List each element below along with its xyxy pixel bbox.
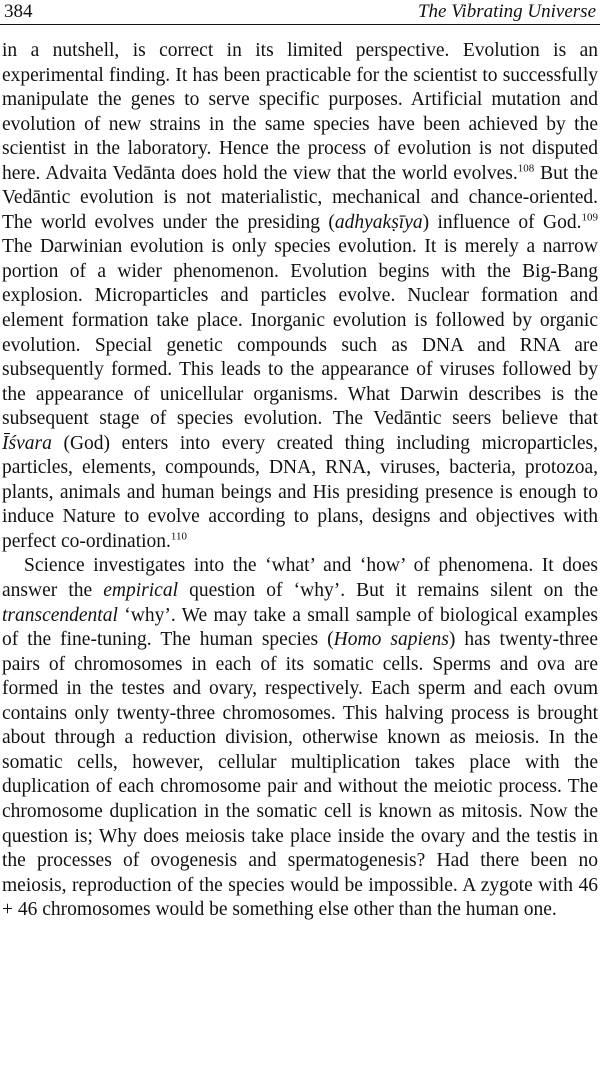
- paragraph-2: [2, 554, 598, 922]
- italic-term: transcendental: [2, 604, 118, 626]
- text-run: But the Vedāntic evolution is not materialistic, mechanical and chance-oriented. The world evolves under the presiding (: [2, 162, 599, 233]
- italic-term: Īśvara: [2, 432, 52, 454]
- footnote-marker: 108: [517, 162, 535, 175]
- text-run: (God) enters into every created thing including microparticles, particles, elements, compounds, DNA, RNA, viruses, bacteria, protozoa, plants, animals and human beings and His presiding presence is enough to induce Nature to evolve according to plans, designs and objectives with perfect co-ordination.: [2, 432, 598, 552]
- running-header: [0, 0, 600, 25]
- text-run: Science investigates into the ‘what’ and ‘how’ of phenomena. It does answer the: [2, 555, 598, 602]
- page-number: 384: [4, 1, 33, 22]
- italic-term: empirical: [103, 580, 178, 602]
- footnote-marker: 109: [581, 211, 598, 224]
- text-run: The Darwinian evolution is only species evolution. It is merely a narrow portion of a wider phenomenon. Evolution begins with the Big-Bang explosion. Microparticles and particles evolve. Nuclear formation and element formation take place. Inorganic evolution is followed by organic evolution. Special genetic compounds such as DNA and RNA are subsequently formed. This leads to the appearance of viruses followed by the appearance of unicellular organisms. What Darwin describes is the subsequent stage of species evolution. The Vedāntic seers believe that: [2, 236, 598, 430]
- paragraph-1: [2, 39, 598, 554]
- text-run: ‘why’. We may take a small sample of biological examples of the fine-tuning. The human species (: [2, 604, 598, 651]
- text-run: in a nutshell, is correct in its limited perspective. Evolution is an experimental finding. It has been practicable for the scientist to successfully manipulate the genes to serve specific purposes. Artificial mutation and evolution of new strains in the same species have been achieved by the scientist in the laboratory. Hence the process of evolution is not disputed here. Advaita Vedānta does hold the view that the world evolves.: [2, 40, 598, 184]
- text-run: ) influence of God.: [422, 211, 582, 233]
- text-run: ) has twenty-three pairs of chromosomes in each of its somatic cells. Sperms and ova are formed in the testes and ovary, respectively. Each sperm and each ovum contains only twenty-three chromosomes. This halving process is brought about through a reduction division, otherwise known as meiosis. In the somatic cells, however, cellular multiplication takes place with the duplication of each chromosome pair and without the meiotic process. The chromosome duplication in the somatic cell is known as mitosis. Now the question is; Why does meiosis take place inside the ovary and the testis in the processes of ovogenesis and spermatogenesis? Had there been no meiosis, reproduction of the species would be impossible. A zygote with 46 + 46 chromosomes would be something else other than the human one.: [2, 629, 598, 921]
- body-text: [2, 39, 598, 923]
- running-title: The Vibrating Universe: [417, 1, 596, 22]
- italic-term: Homo sapiens: [333, 629, 449, 651]
- text-run: question of ‘why’. But it remains silent on the: [178, 580, 598, 602]
- italic-term: adhyakṣīya: [334, 211, 423, 233]
- footnote-marker: 110: [170, 530, 188, 543]
